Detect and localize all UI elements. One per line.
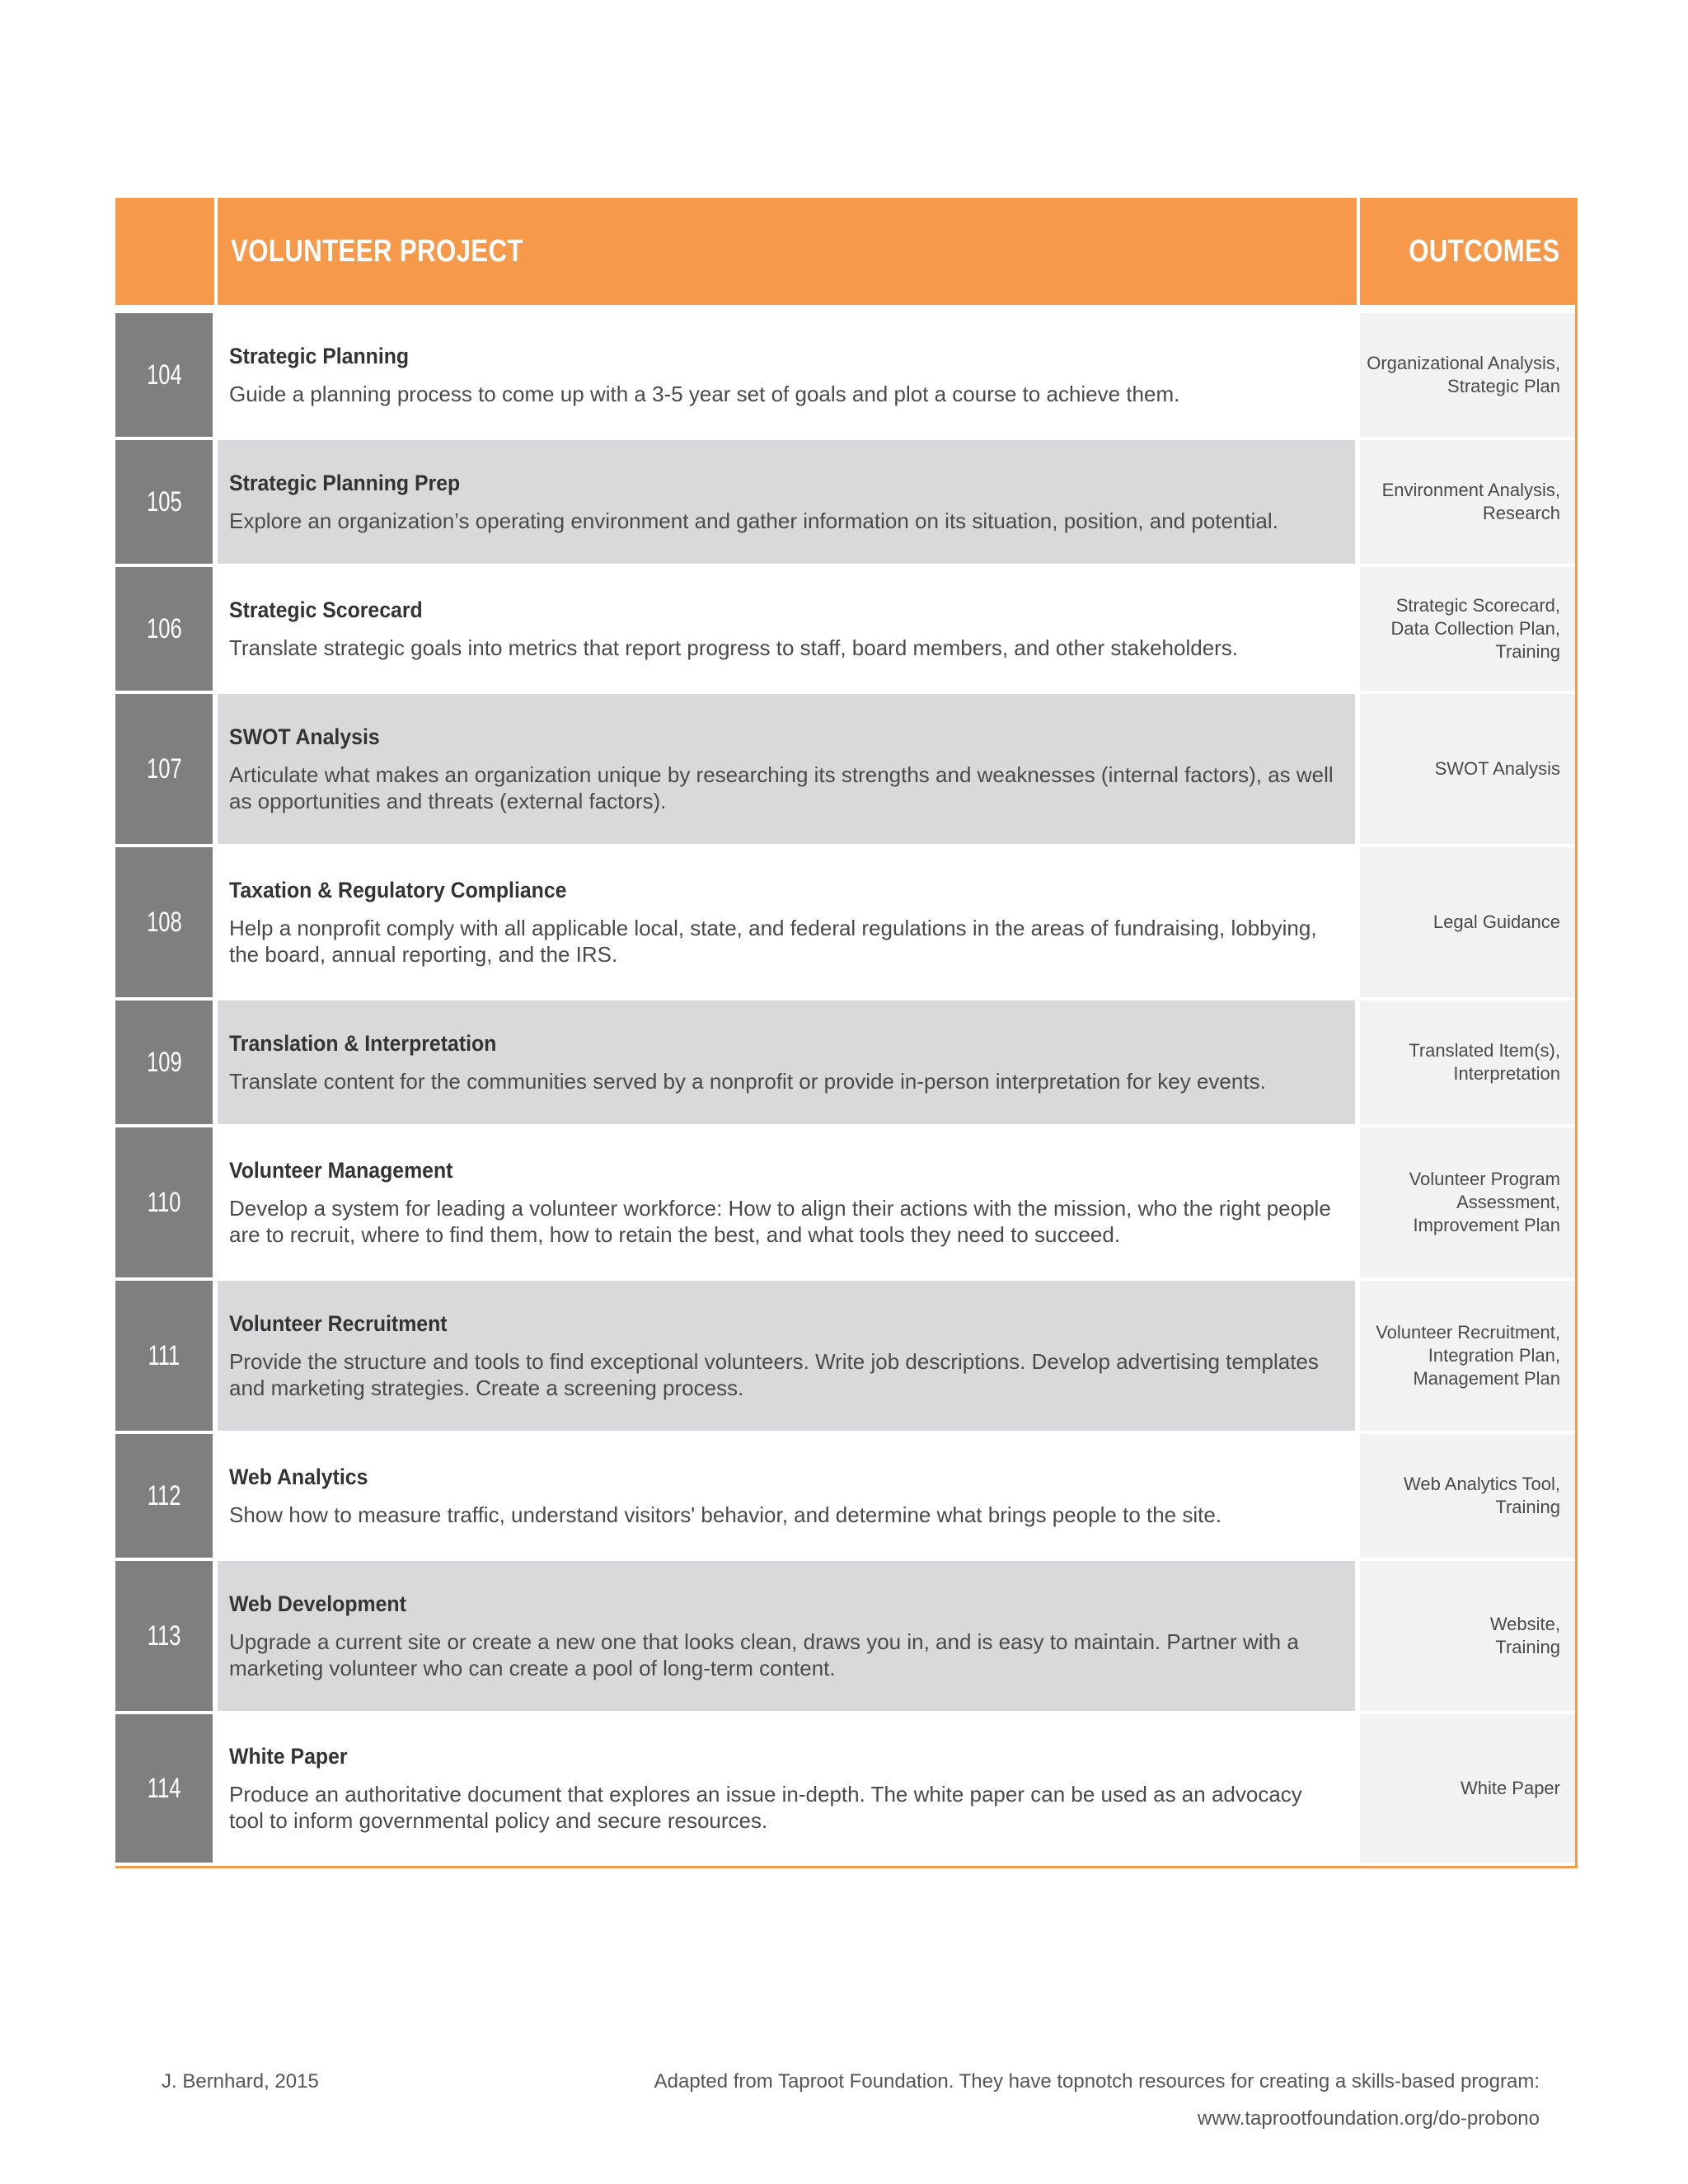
row-project-cell	[218, 313, 1355, 437]
row-description: Translate strategic goals into metrics that report progress to staff, board members, and other stakeholders.	[229, 635, 1239, 660]
row-title	[229, 1591, 1339, 1617]
row-project-cell	[218, 694, 1355, 844]
row-project-cell	[218, 1714, 1355, 1863]
table-row	[115, 1434, 1575, 1561]
row-outcome: Environment Analysis, Research	[1360, 440, 1575, 564]
table-row	[115, 847, 1575, 1001]
row-project-cell	[218, 847, 1355, 997]
row-title-text: White Paper	[229, 1743, 348, 1769]
footer-credit: Adapted from Taproot Foundation. They have topnotch resources for creating a skills-based program:	[654, 2070, 1540, 2093]
row-number-label: 113	[147, 1619, 181, 1652]
row-description: Upgrade a current site or create a new one that looks clean, draws you in, and is easy to maintain. Partner with a marketing volunteer who can create a pool of long-term content.	[229, 1629, 1299, 1680]
row-number-label: 105	[146, 485, 182, 518]
row-description: Help a nonprofit comply with all applicable local, state, and federal regulations in the areas of fundraising, lobbying, the board, annual reporting, and the IRS.	[229, 915, 1317, 967]
row-project-cell	[218, 1434, 1355, 1558]
row-title	[229, 1158, 1339, 1183]
row-description: Articulate what makes an organization unique by researching its strengths and weaknesses (internal factors), as well as opportunities and threats (external factors).	[229, 762, 1334, 813]
row-outcome: Strategic Scorecard, Data Collection Plan, Training	[1360, 567, 1575, 691]
row-title-text: Strategic Planning	[229, 343, 410, 368]
header-outcomes-cell	[1360, 198, 1575, 305]
row-title	[229, 598, 1339, 623]
row-title-text: SWOT Analysis	[229, 724, 380, 749]
row-title	[229, 1031, 1339, 1057]
row-project-cell	[218, 440, 1355, 564]
table-row	[115, 1561, 1575, 1714]
table-row	[115, 1127, 1575, 1281]
table-row	[115, 1714, 1575, 1866]
row-project-cell	[218, 1001, 1355, 1124]
row-project-cell	[218, 1281, 1355, 1431]
row-number	[115, 1281, 218, 1431]
table-row	[115, 313, 1575, 440]
row-number-label: 110	[147, 1186, 181, 1218]
header-project-cell	[218, 198, 1360, 305]
row-title-text: Web Analytics	[229, 1464, 368, 1489]
table-body	[115, 305, 1575, 1866]
row-description: Provide the structure and tools to find exceptional volunteers. Write job descriptions. Develop advertising templates and marketing strategies. Create a screening process.	[229, 1348, 1319, 1400]
row-number-label: 114	[147, 1772, 181, 1804]
row-description: Produce an authoritative document that explores an issue in-depth. The white paper can be used as an advocacy tool to inform governmental policy and secure resources.	[229, 1781, 1302, 1833]
header-project-label: VOLUNTEER PROJECT	[231, 233, 523, 269]
row-title-text: Volunteer Recruitment	[229, 1310, 448, 1336]
row-number	[115, 847, 218, 997]
row-outcome: Translated Item(s), Interpretation	[1360, 1001, 1575, 1124]
row-outcome: Web Analytics Tool, Training	[1360, 1434, 1575, 1558]
row-description: Explore an organization’s operating environment and gather information on its situation, position, and potential.	[229, 508, 1278, 533]
footer-author: J. Bernhard, 2015	[162, 2070, 319, 2093]
row-title	[229, 344, 1339, 369]
row-description: Guide a planning process to come up with a 3-5 year set of goals and plot a course to achieve them.	[229, 381, 1180, 406]
row-title	[229, 724, 1339, 750]
row-title	[229, 471, 1339, 496]
row-outcome: Legal Guidance	[1360, 847, 1575, 997]
row-number	[115, 1001, 218, 1124]
row-number-label: 104	[146, 359, 182, 391]
footer-url[interactable]: www.taprootfoundation.org/do-probono	[1198, 2107, 1540, 2130]
row-title	[229, 1744, 1339, 1769]
row-title-text: Strategic Scorecard	[229, 597, 423, 622]
table-row	[115, 1001, 1575, 1127]
row-title	[229, 1465, 1339, 1490]
table-row	[115, 1281, 1575, 1434]
row-title-text: Taxation & Regulatory Compliance	[229, 877, 567, 902]
header-number-cell	[115, 198, 218, 305]
row-number-label: 106	[146, 612, 182, 644]
row-description: Translate content for the communities served by a nonprofit or provide in-person interpretation for key events.	[229, 1068, 1266, 1094]
row-number	[115, 440, 218, 564]
row-description: Develop a system for leading a volunteer workforce: How to align their actions with the mission, who the right people are to recruit, where to find them, how to retain the best, and what tools they need to succeed.	[229, 1195, 1331, 1247]
header-outcomes-label: OUTCOMES	[1409, 233, 1560, 269]
row-number	[115, 1434, 218, 1558]
row-number	[115, 567, 218, 691]
row-number-label: 108	[146, 906, 182, 938]
row-title-text: Translation & Interpretation	[229, 1030, 497, 1056]
row-outcome: Organizational Analysis, Strategic Plan	[1360, 313, 1575, 437]
row-outcome: Volunteer Recruitment, Integration Plan, Management Plan	[1360, 1281, 1575, 1431]
table-row	[115, 567, 1575, 694]
row-project-cell	[218, 1127, 1355, 1277]
row-outcome: Volunteer Program Assessment, Improvement Plan	[1360, 1127, 1575, 1277]
row-title-text: Strategic Planning Prep	[229, 470, 461, 495]
row-description: Show how to measure traffic, understand visitors' behavior, and determine what brings people to the site.	[229, 1502, 1222, 1527]
row-title	[229, 878, 1339, 903]
row-number	[115, 694, 218, 844]
row-number	[115, 1127, 218, 1277]
row-number	[115, 1561, 218, 1711]
projects-table	[115, 198, 1578, 1868]
row-outcome: SWOT Analysis	[1360, 694, 1575, 844]
row-number-label: 112	[147, 1479, 181, 1511]
row-number-label: 111	[148, 1339, 181, 1371]
row-number	[115, 1714, 218, 1863]
row-number-label: 107	[146, 752, 182, 785]
table-row	[115, 694, 1575, 847]
row-title	[229, 1311, 1339, 1337]
row-outcome: White Paper	[1360, 1714, 1575, 1863]
row-number-label: 109	[146, 1046, 182, 1078]
row-outcome: Website, Training	[1360, 1561, 1575, 1711]
row-project-cell	[218, 567, 1355, 691]
row-project-cell	[218, 1561, 1355, 1711]
table-header	[115, 198, 1575, 305]
row-number	[115, 313, 218, 437]
table-row	[115, 440, 1575, 567]
row-title-text: Volunteer Management	[229, 1157, 453, 1183]
row-title-text: Web Development	[229, 1591, 406, 1616]
